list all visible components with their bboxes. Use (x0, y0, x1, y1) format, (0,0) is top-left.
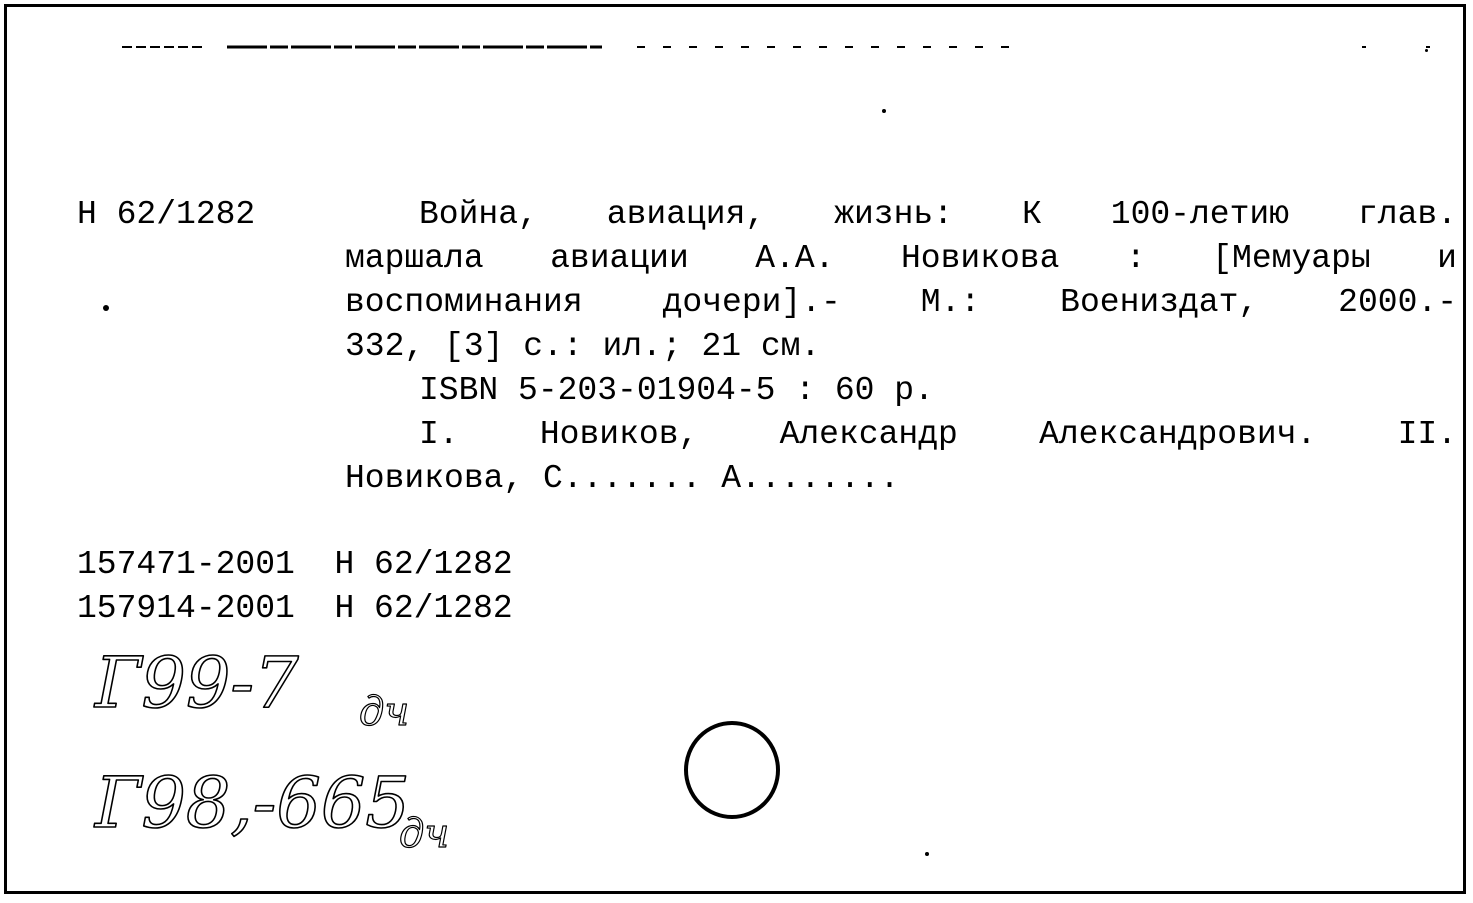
handwritten-note-1 (93, 642, 409, 735)
speck (1425, 49, 1428, 52)
top-dashed-rule (122, 45, 1442, 49)
inventory-list (77, 543, 513, 631)
handwritten-note-2 (93, 762, 449, 857)
bibliographic-description (345, 193, 1457, 501)
handwritten-notes (77, 637, 547, 877)
inventory-shelfmark: Н 62/1282 (334, 546, 513, 583)
shelfmark: Н 62/1282 (77, 196, 256, 233)
title-line-4: 332, [3] с.: ил.; 21 см. (345, 328, 821, 365)
svg-text:дч: дч (399, 811, 450, 857)
tracing-line-1: I. Новиков, Александр Александрович. II. (419, 416, 1457, 453)
catalog-card (4, 4, 1466, 894)
tracing-line-2: Новикова, С....... А........ (345, 460, 900, 497)
isbn-line: ISBN 5-203-01904-5 : 60 р. (419, 372, 934, 409)
inventory-row (77, 543, 513, 587)
speck (925, 852, 929, 856)
svg-text:дч: дч (359, 689, 410, 735)
speck (882, 109, 886, 113)
title-line-2: маршала авиации А.А. Новикова : [Мемуары и (345, 240, 1457, 277)
speck (103, 305, 109, 311)
inventory-row (77, 587, 513, 631)
inventory-number: 157914-2001 (77, 590, 295, 627)
svg-text:Г99-7: Г99-7 (95, 642, 299, 724)
svg-text:Г98,-665: Г98,-665 (95, 762, 410, 844)
inventory-number: 157471-2001 (77, 546, 295, 583)
inventory-shelfmark: Н 62/1282 (334, 590, 513, 627)
title-line-3: воспоминания дочери].- М.: Воениздат, 2000.- (345, 284, 1457, 321)
title-line-1: Война, авиация, жизнь: К 100-летию глав. (419, 196, 1457, 233)
hole-punch-circle (679, 717, 785, 823)
